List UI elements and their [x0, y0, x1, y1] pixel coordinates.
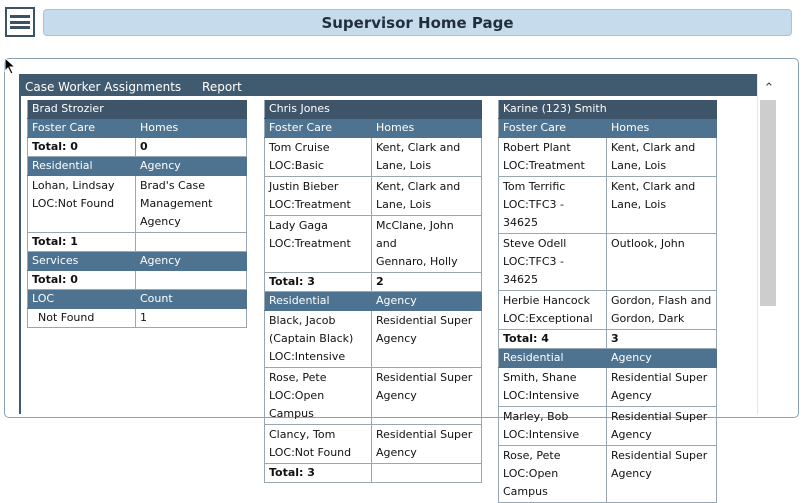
home-cell: Kent, Clark and Lane, Lois [607, 177, 717, 234]
client-cell[interactable]: Tom Cruise LOC:Basic [265, 138, 372, 177]
col-header: Foster Care [28, 119, 136, 138]
total-label: Total: 3 [265, 273, 372, 292]
client-cell[interactable]: Marley, Bob LOC:Intensive [499, 407, 607, 446]
total-label: Total: 1 [28, 233, 136, 252]
col-header: Count [136, 290, 247, 309]
page-title: Supervisor Home Page [43, 9, 792, 36]
col-header: Agency [136, 157, 247, 176]
loc-cell: Not Found [28, 309, 136, 328]
agency-cell: Residential Super Agency [372, 425, 482, 464]
col-header: Residential [28, 157, 136, 176]
home-cell: Kent, Clark and Lane, Lois [372, 177, 482, 216]
worker-table-karine [498, 100, 717, 503]
vertical-scrollbar[interactable] [757, 74, 779, 414]
total-label: Total: 0 [28, 138, 136, 157]
hamburger-menu-icon[interactable] [5, 7, 35, 37]
client-cell[interactable]: Black, Jacob (Captain Black) LOC:Intensive [265, 311, 372, 368]
col-header: Services [28, 252, 136, 271]
client-cell[interactable]: Justin Bieber LOC:Treatment [265, 177, 372, 216]
client-cell[interactable]: Lohan, Lindsay LOC:Not Found [28, 176, 136, 233]
client-cell[interactable]: Rose, Pete LOC:Open Campus [265, 368, 372, 425]
home-cell: Kent, Clark and Lane, Lois [372, 138, 482, 177]
worker-name: Brad Strozier [28, 100, 247, 119]
report-link[interactable]: Report [202, 80, 242, 94]
client-cell[interactable]: Robert Plant LOC:Treatment [499, 138, 607, 177]
col-header: Foster Care [499, 119, 607, 138]
col-header: LOC [28, 290, 136, 309]
mouse-pointer-icon [4, 57, 18, 75]
total-value: 0 [136, 138, 247, 157]
agency-cell: Residential Super Agency [607, 446, 717, 503]
assignments-scroll-area[interactable] [21, 96, 757, 498]
total-value [136, 271, 247, 290]
panel-heading [25, 80, 259, 94]
col-header: Homes [372, 119, 482, 138]
client-cell[interactable]: Rose, Pete LOC:Open Campus [499, 446, 607, 503]
home-cell: McClane, John and Gennaro, Holly [372, 216, 482, 273]
client-cell[interactable]: Herbie Hancock LOC:Exceptional [499, 291, 607, 330]
col-header: Agency [136, 252, 247, 271]
total-label: Total: 0 [28, 271, 136, 290]
agency-cell: Residential Super Agency [607, 368, 717, 407]
client-cell[interactable]: Tom Terrific LOC:TFC3 - 34625 [499, 177, 607, 234]
col-header: Agency [607, 349, 717, 368]
total-label: Total: 3 [265, 464, 372, 483]
count-cell: 1 [136, 309, 247, 328]
client-cell[interactable]: Smith, Shane LOC:Intensive [499, 368, 607, 407]
client-cell[interactable]: Lady Gaga LOC:Treatment [265, 216, 372, 273]
total-value: 2 [372, 273, 482, 292]
home-cell: Gordon, Flash and Gordon, Dark [607, 291, 717, 330]
scrollbar-thumb[interactable] [760, 100, 776, 306]
total-label: Total: 4 [499, 330, 607, 349]
chevron-up-icon[interactable]: ⌃ [763, 80, 775, 96]
total-value: 3 [607, 330, 717, 349]
tab-case-worker-assignments[interactable]: Case Worker Assignments [25, 80, 182, 94]
agency-cell: Residential Super Agency [372, 311, 482, 368]
worker-name: Karine (123) Smith [499, 100, 717, 119]
client-cell[interactable]: Clancy, Tom LOC:Not Found [265, 425, 372, 464]
home-cell: Kent, Clark and Lane, Lois [607, 138, 717, 177]
agency-cell: Residential Super Agency [607, 407, 717, 446]
total-value [372, 464, 482, 483]
home-cell: Outlook, John [607, 234, 717, 291]
col-header: Foster Care [265, 119, 372, 138]
col-header: Residential [265, 292, 372, 311]
col-header: Residential [499, 349, 607, 368]
worker-table-brad [27, 100, 247, 328]
worker-name: Chris Jones [265, 100, 482, 119]
worker-table-chris [264, 100, 482, 483]
col-header: Homes [607, 119, 717, 138]
col-header: Homes [136, 119, 247, 138]
client-cell[interactable]: Steve Odell LOC:TFC3 - 34625 [499, 234, 607, 291]
agency-cell: Brad's Case Management Agency [136, 176, 247, 233]
agency-cell: Residential Super Agency [372, 368, 482, 425]
total-value [136, 233, 247, 252]
col-header: Agency [372, 292, 482, 311]
